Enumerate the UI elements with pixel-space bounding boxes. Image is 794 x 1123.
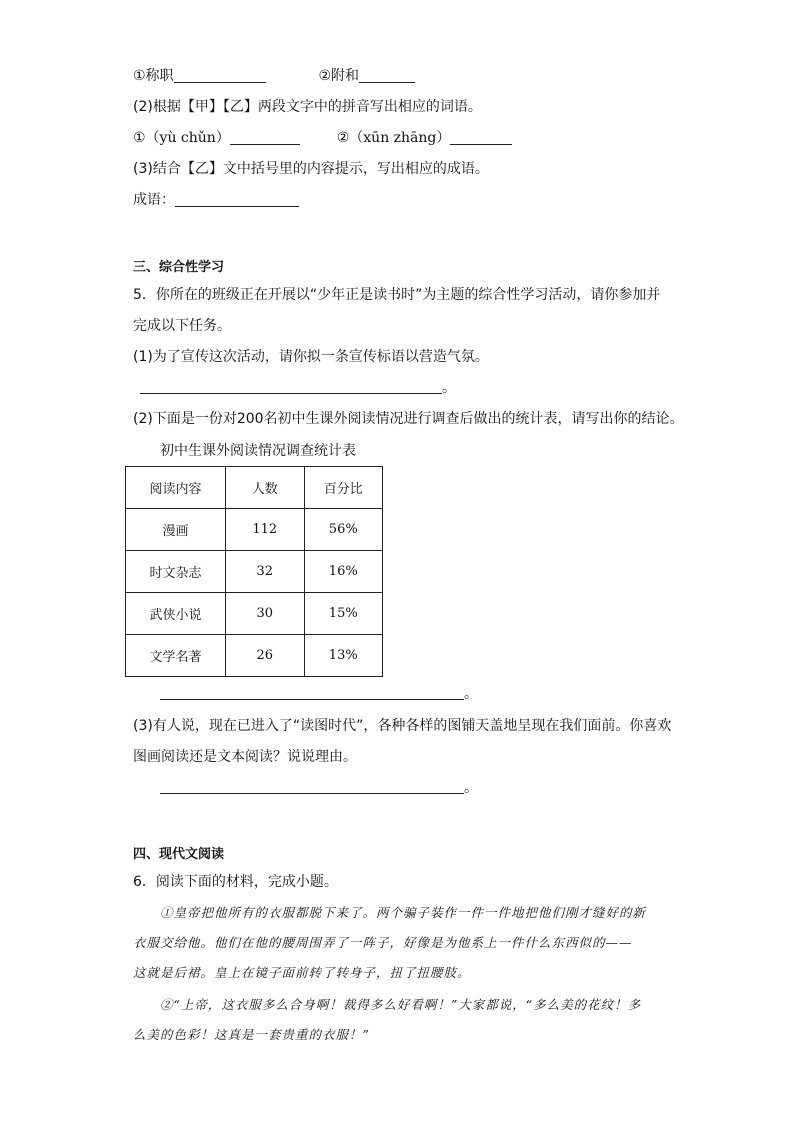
q4-sub1-a-label: ①称职 bbox=[133, 68, 174, 84]
q4-sub2-a-label: ①（yù chǔn） bbox=[133, 130, 230, 146]
q5-text-line2: 完成以下任务。 bbox=[133, 318, 231, 334]
table-cell-percent: 16% bbox=[304, 551, 382, 593]
table-cell-content: 漫画 bbox=[126, 509, 226, 551]
q4-sub2-a-blank[interactable] bbox=[230, 129, 300, 145]
table-cell-content: 时文杂志 bbox=[126, 551, 226, 593]
q4-sub2-b-label: ②（xūn zhāng） bbox=[336, 130, 451, 146]
q4-sub1-row bbox=[133, 66, 415, 86]
q4-sub2-row bbox=[133, 128, 512, 148]
table-row bbox=[126, 551, 383, 593]
table-cell-percent: 15% bbox=[304, 593, 382, 635]
table-cell-percent: 13% bbox=[304, 635, 382, 677]
table-row bbox=[126, 635, 383, 677]
q5-sub3-period: 。 bbox=[464, 780, 478, 796]
section4-heading: 四、现代文阅读 bbox=[133, 847, 225, 862]
table-row bbox=[126, 593, 383, 635]
q5-sub1-answer-line[interactable] bbox=[140, 393, 442, 394]
q4-sub2-b-blank[interactable] bbox=[450, 129, 512, 145]
story-p2-line2: 么美的色彩！这真是一套贵重的衣服！” bbox=[133, 1027, 370, 1042]
table-cell-percent: 56% bbox=[304, 509, 382, 551]
q5-sub3-answer-line[interactable] bbox=[160, 793, 464, 794]
story-p2-line1: ②“上帝，这衣服多么合身啊！裁得多么好看啊！”大家都说，“多么美的花纹！多 bbox=[160, 997, 642, 1012]
table-header-row bbox=[126, 467, 383, 509]
q4-sub3-text: (3)结合【乙】文中括号里的内容提示，写出相应的成语。 bbox=[133, 161, 489, 177]
q4-sub3-label: 成语： bbox=[133, 192, 175, 208]
table-header-cell: 人数 bbox=[226, 467, 304, 509]
q4-sub3-row bbox=[133, 190, 299, 210]
table-cell-count: 26 bbox=[226, 635, 304, 677]
q5-sub2-text: (2)下面是一份对200名初中生课外阅读情况进行调查后做出的统计表，请写出你的结论。 bbox=[133, 411, 684, 427]
table-header-cell: 阅读内容 bbox=[126, 467, 226, 509]
q5-text-line1: 5．你所在的班级正在开展以“少年正是读书时”为主题的综合性学习活动，请你参加并 bbox=[133, 287, 661, 303]
table-row bbox=[126, 509, 383, 551]
reading-survey-table bbox=[125, 466, 383, 677]
q4-sub2-text: (2)根据【甲】【乙】两段文字中的拼音写出相应的词语。 bbox=[133, 99, 482, 115]
q5-sub1-text: (1)为了宣传这次活动，请你拟一条宣传标语以营造气氛。 bbox=[133, 349, 489, 365]
q5-sub1-period: 。 bbox=[442, 380, 456, 396]
q4-sub1-a-blank[interactable] bbox=[174, 67, 266, 83]
table-cell-count: 32 bbox=[226, 551, 304, 593]
table-cell-count: 30 bbox=[226, 593, 304, 635]
q5-sub2-answer-line[interactable] bbox=[160, 699, 464, 700]
story-p1-line2: 衣服交给他。他们在他的腰周围弄了一阵子，好像是为他系上一件什么东西似的—— bbox=[133, 935, 633, 950]
table-cell-content: 武侠小说 bbox=[126, 593, 226, 635]
q6-text: 6．阅读下面的材料，完成小题。 bbox=[133, 874, 338, 890]
story-p1-line1: ①皇帝把他所有的衣服都脱下来了。两个骗子装作一件一件地把他们刚才缝好的新 bbox=[160, 905, 647, 920]
q4-sub1-b-label: ②附和 bbox=[318, 68, 360, 84]
q4-sub3-blank[interactable] bbox=[175, 191, 299, 207]
section3-heading: 三、综合性学习 bbox=[133, 260, 225, 275]
story-p1-line3: 这就是后裙。皇上在镜子面前转了转身子，扭了扭腰肢。 bbox=[133, 965, 471, 980]
table-caption: 初中生课外阅读情况调查统计表 bbox=[160, 443, 356, 459]
q5-sub2-period: 。 bbox=[464, 686, 478, 702]
table-header-cell: 百分比 bbox=[304, 467, 382, 509]
q5-sub3-text-line1: (3)有人说，现在已进入了“读图时代”，各种各样的图铺天盖地呈现在我们面前。你喜欢 bbox=[133, 718, 672, 734]
table-cell-content: 文学名著 bbox=[126, 635, 226, 677]
q4-sub1-b-blank[interactable] bbox=[359, 67, 415, 83]
q5-sub3-text-line2: 图画阅读还是文本阅读？说说理由。 bbox=[133, 749, 357, 765]
table-cell-count: 112 bbox=[226, 509, 304, 551]
